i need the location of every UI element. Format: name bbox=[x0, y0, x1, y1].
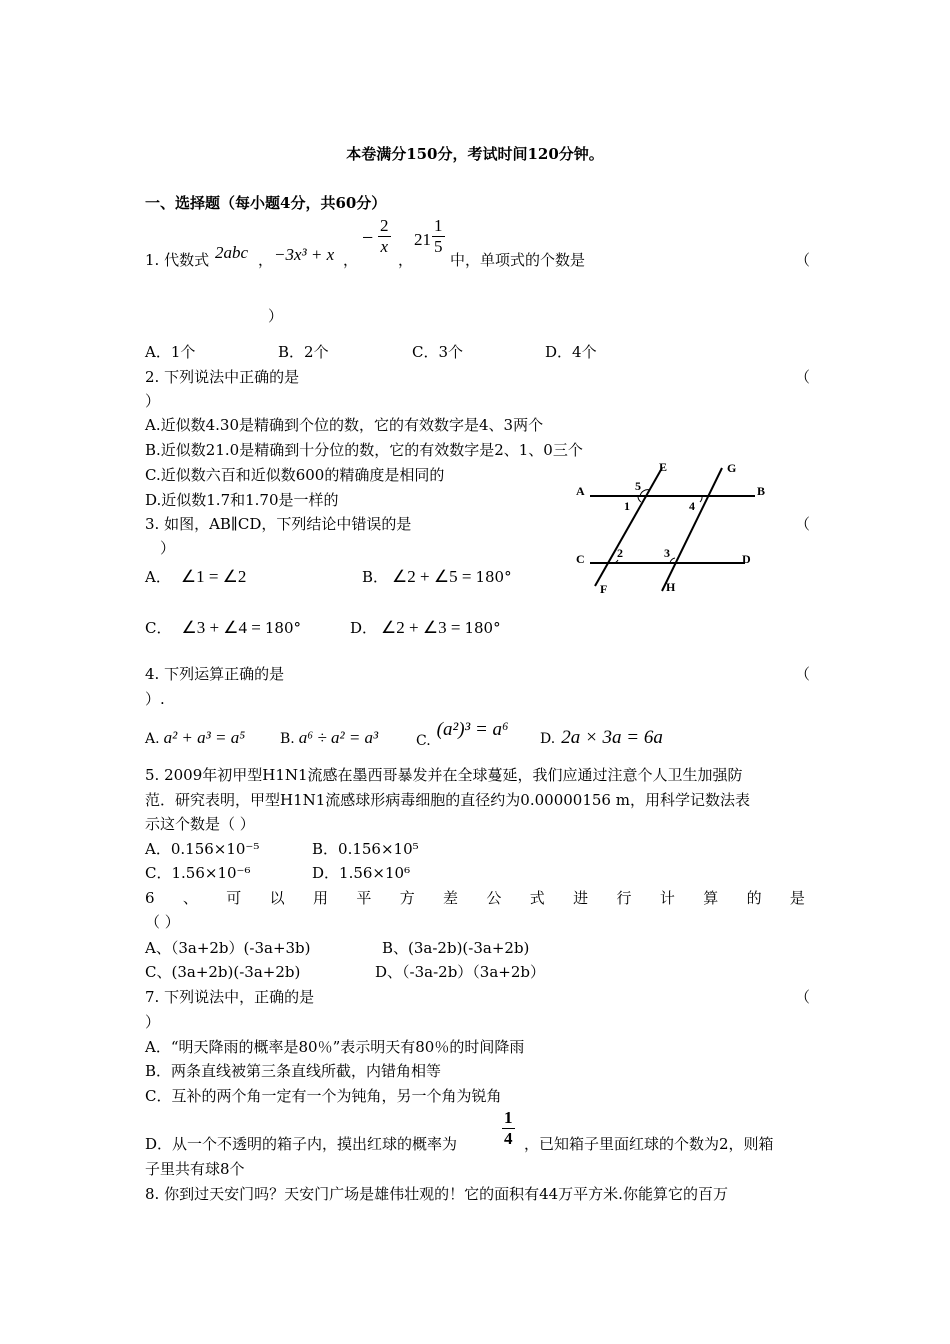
parallel-lines-figure bbox=[570, 460, 770, 600]
question-8-stem: 8. 你到过天安门吗？天安门广场是雄伟壮观的！它的面积有44万平方米.你能算它的百万 bbox=[145, 1185, 728, 1203]
q1-expr2: −3x³ + x bbox=[274, 245, 335, 264]
q6-stem-char: 差 bbox=[443, 889, 459, 907]
q3-option-d-label: D． bbox=[350, 619, 378, 637]
q4-option-b-label: B. bbox=[280, 731, 295, 747]
q6-stem-char: 6 bbox=[145, 889, 155, 907]
fig-label-f: F bbox=[600, 582, 608, 596]
q2-option-a: A.近似数4.30是精确到个位的数，它的有效数字是4、3两个 bbox=[145, 416, 544, 434]
q6-stem-char: 式 bbox=[529, 889, 545, 907]
exam-header-note: 本卷满分150分，考试时间120分钟。 bbox=[346, 145, 604, 163]
q3-option-b-label: B． bbox=[362, 568, 389, 586]
q6-option-d: D、（-3a-2b）（3a+2b） bbox=[375, 963, 545, 981]
q4-close-paren: ）. bbox=[145, 690, 165, 708]
q6-stem-char: 以 bbox=[269, 889, 285, 907]
q1-expr1: 2abc bbox=[215, 243, 249, 262]
q1-sep2: ， bbox=[343, 251, 359, 269]
q3-option-a-label: A． bbox=[145, 568, 171, 586]
q4-option-b-expr: a⁶ ÷ a² = a³ bbox=[298, 728, 379, 747]
q7-stem: 7. 下列说法中，正确的是 bbox=[145, 988, 315, 1006]
q7-option-d-line2: 子里共有球8个 bbox=[145, 1160, 245, 1178]
fig-label-5: 5 bbox=[635, 479, 641, 493]
q6-option-a: A、（3a+2b）(-3a+3b) bbox=[145, 939, 311, 957]
q1-close-paren: ） bbox=[268, 307, 284, 325]
q5-option-a: A．0.156×10⁻⁵ bbox=[145, 840, 260, 858]
q7-option-b: B．两条直线被第三条直线所截，内错角相等 bbox=[145, 1062, 442, 1080]
q6-stem-char: 进 bbox=[573, 889, 589, 907]
q6-stem-char: 计 bbox=[659, 889, 675, 907]
q1-sep3: ， bbox=[398, 251, 414, 269]
fig-label-2: 2 bbox=[617, 546, 623, 560]
q7-open-paren: （ bbox=[795, 988, 811, 1006]
q6-stem-char: 可 bbox=[226, 889, 242, 907]
q1-option-b: B．2个 bbox=[278, 343, 329, 361]
q7-option-d-fraction bbox=[502, 1108, 515, 1149]
q1-open-paren: （ bbox=[795, 251, 811, 269]
q6-stem bbox=[145, 888, 805, 908]
fig-label-d: D bbox=[742, 552, 751, 566]
q3-option-a-expr: ∠1 = ∠2 bbox=[180, 567, 247, 586]
fig-label-g: G bbox=[727, 461, 737, 475]
q7-frac-den: 4 bbox=[504, 1129, 513, 1148]
q1-sep1: ， bbox=[258, 251, 274, 269]
q5-option-b: B．0.156×10⁵ bbox=[312, 840, 419, 858]
q3-option-b-tail: 180° bbox=[475, 568, 512, 586]
fig-label-3: 3 bbox=[664, 546, 670, 560]
q1-frac-num: 2 bbox=[380, 216, 389, 235]
q6-stem-char: 用 bbox=[312, 889, 328, 907]
q3-option-c-tail: 180° bbox=[264, 619, 302, 637]
q3-option-c bbox=[145, 618, 301, 638]
q6-paren: （ ） bbox=[145, 913, 180, 931]
q7-option-a: A．“明天降雨的概率是80％”表示明天有80％的时间降雨 bbox=[145, 1038, 525, 1056]
fig-label-4: 4 bbox=[689, 499, 695, 513]
q3-option-b bbox=[362, 567, 512, 587]
q4-option-b bbox=[280, 728, 378, 749]
q3-option-a bbox=[145, 567, 246, 587]
q4-option-a bbox=[145, 728, 245, 749]
q1-prefix: 1. 代数式 bbox=[145, 251, 210, 269]
q6-stem-char: 是 bbox=[789, 889, 805, 907]
q4-option-c bbox=[416, 719, 509, 749]
q5-option-d: D．1.56×10⁶ bbox=[312, 864, 411, 882]
q4-open-paren: （ bbox=[795, 665, 811, 683]
q7-option-c: C．互补的两个角一定有一个为钝角，另一个角为锐角 bbox=[145, 1087, 502, 1105]
q3-option-d bbox=[350, 618, 501, 638]
q4-option-c-label: C. bbox=[416, 733, 431, 749]
q3-option-c-expr: ∠3 + ∠4 = bbox=[181, 618, 261, 637]
q3-option-c-label: C． bbox=[145, 619, 172, 637]
q1-suffix: 中，单项式的个数是 bbox=[450, 251, 586, 269]
q5-line-2: 范．研究表明，甲型H1N1流感球形病毒细胞的直径约为0.00000156 m，用科学记数法表 bbox=[145, 791, 750, 809]
q1-option-c: C．3个 bbox=[412, 343, 464, 361]
q3-option-b-expr: ∠2 + ∠5 = bbox=[392, 567, 472, 586]
q1-option-d: D．4个 bbox=[545, 343, 597, 361]
q1-mixed-num: 1 bbox=[434, 216, 443, 235]
q5-line-3: 示这个数是（ ） bbox=[145, 815, 255, 833]
q6-stem-char: 算 bbox=[703, 889, 719, 907]
q2-option-d: D.近似数1.7和1.70是一样的 bbox=[145, 491, 339, 509]
q7-option-d-suffix: ，已知箱子里面红球的个数为2，则箱 bbox=[524, 1135, 774, 1153]
line-gh bbox=[662, 468, 722, 591]
q2-close-paren: ） bbox=[145, 392, 161, 410]
q1-mixed-whole: 21 bbox=[414, 230, 431, 249]
q4-option-d-label: D. bbox=[540, 731, 556, 747]
q6-stem-char: 的 bbox=[746, 889, 762, 907]
q6-stem-char: 行 bbox=[616, 889, 632, 907]
q2-stem: 2. 下列说法中正确的是 bbox=[145, 368, 300, 386]
q3-option-d-tail: 180° bbox=[464, 619, 501, 637]
q1-option-a: A．1个 bbox=[145, 343, 196, 361]
fig-label-h: H bbox=[666, 580, 676, 594]
q6-option-b: B、(3a-2b)(-3a+2b) bbox=[382, 939, 530, 957]
q4-stem: 4. 下列运算正确的是 bbox=[145, 665, 285, 683]
q1-mixed-den: 5 bbox=[434, 237, 443, 256]
fig-label-1: 1 bbox=[624, 499, 630, 513]
q7-frac-num: 1 bbox=[504, 1108, 513, 1127]
q1-fraction bbox=[378, 216, 391, 257]
line-ef bbox=[595, 468, 662, 586]
q2-open-paren: （ bbox=[795, 368, 811, 386]
q4-option-a-expr: a² + a³ = a⁵ bbox=[163, 728, 246, 747]
q6-option-c: C、(3a+2b)(-3a+2b) bbox=[145, 963, 301, 981]
q5-option-c: C．1.56×10⁻⁶ bbox=[145, 864, 251, 882]
fig-label-c: C bbox=[576, 552, 585, 566]
q3-open-paren: （ bbox=[795, 515, 811, 533]
q6-stem-char: 方 bbox=[399, 889, 415, 907]
q1-frac-den: x bbox=[380, 237, 389, 256]
fig-label-a: A bbox=[576, 484, 585, 498]
q3-stem: 3. 如图，AB∥CD，下列结论中错误的是 bbox=[145, 515, 412, 533]
q1-mixed-fraction bbox=[432, 216, 445, 257]
q3-option-d-expr: ∠2 + ∠3 = bbox=[381, 618, 461, 637]
q4-option-a-label: A. bbox=[145, 731, 160, 747]
q6-stem-char: 、 bbox=[182, 889, 198, 907]
q6-stem-char: 公 bbox=[486, 889, 502, 907]
q2-option-c: C.近似数六百和近似数600的精确度是相同的 bbox=[145, 466, 445, 484]
q2-option-b: B.近似数21.0是精确到十分位的数，它的有效数字是2、1、0三个 bbox=[145, 441, 583, 459]
q1-minus-sign: − bbox=[362, 227, 374, 249]
section-title: 一、选择题（每小题4分，共60分） bbox=[145, 194, 387, 212]
q5-line-1: 5. 2009年初甲型H1N1流感在墨西哥暴发并在全球蔓延，我们应通过注意个人卫生加强防 bbox=[145, 766, 743, 784]
q3-close-paren: ） bbox=[160, 539, 176, 557]
fig-label-e: E bbox=[659, 460, 668, 474]
q7-close-paren: ） bbox=[145, 1013, 161, 1031]
fig-label-b: B bbox=[757, 484, 766, 498]
q6-stem-char: 平 bbox=[356, 889, 372, 907]
q7-option-d-prefix: D．从一个不透明的箱子内，摸出红球的概率为 bbox=[145, 1135, 458, 1153]
q4-option-c-expr: (a²)³ = a⁶ bbox=[436, 719, 509, 740]
q4-option-d bbox=[540, 728, 663, 749]
q4-option-d-expr: 2a × 3a = 6a bbox=[561, 727, 663, 748]
